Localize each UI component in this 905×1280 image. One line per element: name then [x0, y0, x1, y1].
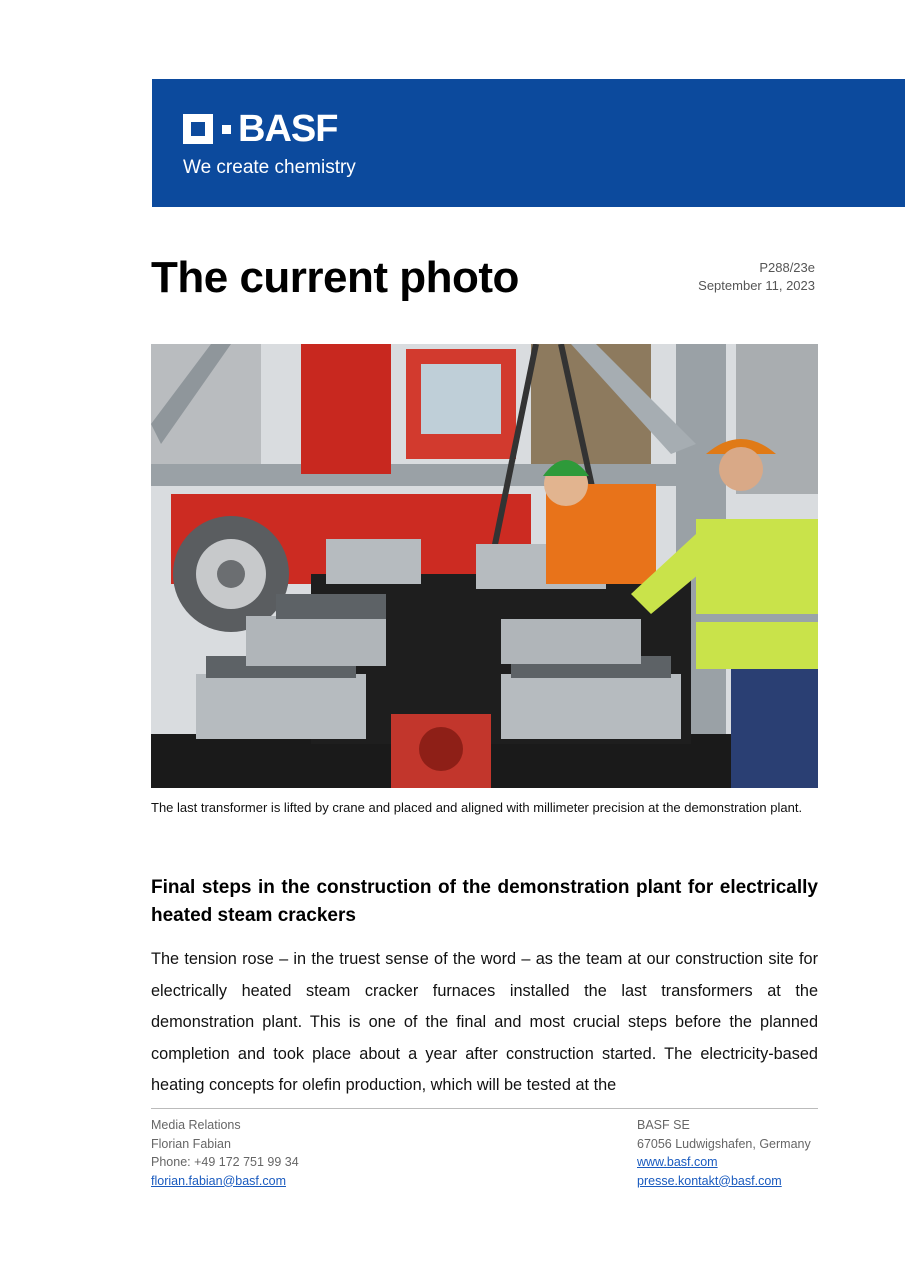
construction-photo: [151, 344, 818, 788]
reference-number: P288/23e: [759, 260, 815, 275]
website-link[interactable]: www.basf.com: [637, 1155, 718, 1169]
footer-phone: Phone: +49 172 751 99 34: [151, 1155, 299, 1169]
photo-caption: The last transformer is lifted by crane and placed and aligned with millimeter precision at the demonstration plant.: [151, 800, 803, 815]
logo-wordmark: BASF: [238, 108, 338, 150]
footer-divider: [151, 1108, 818, 1109]
brand-banner: [152, 79, 905, 207]
footer-department: Media Relations: [151, 1118, 241, 1132]
page-title: The current photo: [151, 253, 519, 302]
footer-address: 67056 Ludwigshafen, Germany: [637, 1136, 811, 1151]
logo-dot-icon: [222, 125, 231, 134]
press-email-link[interactable]: presse.kontakt@basf.com: [637, 1173, 782, 1188]
logo-square-icon: [183, 114, 213, 144]
footer-company: [637, 1116, 811, 1190]
footer-contact: [151, 1116, 299, 1190]
article-subheading: Final steps in the construction of the demonstration plant for electrically heated steam crackers: [151, 877, 818, 926]
footer-company-name: BASF SE: [637, 1118, 690, 1132]
photo-illustration: [151, 344, 818, 788]
basf-logo: [183, 108, 338, 150]
contact-email-link[interactable]: florian.fabian@basf.com: [151, 1173, 286, 1188]
article-body: The tension rose – in the truest sense of the word – as the team at our construction site for electrically heated steam cracker furnaces installed the last transformers at the demonstration plant. This is one of the final and most crucial steps before the planned completion and took place about a year after construction started. The electricity-based heating concepts for olefin production, which will be tested at the: [151, 950, 818, 1094]
footer-contact-name: Florian Fabian: [151, 1136, 231, 1151]
brand-tagline: We create chemistry: [183, 157, 356, 178]
publication-date: September 11, 2023: [698, 278, 815, 293]
document-meta: [698, 259, 815, 295]
